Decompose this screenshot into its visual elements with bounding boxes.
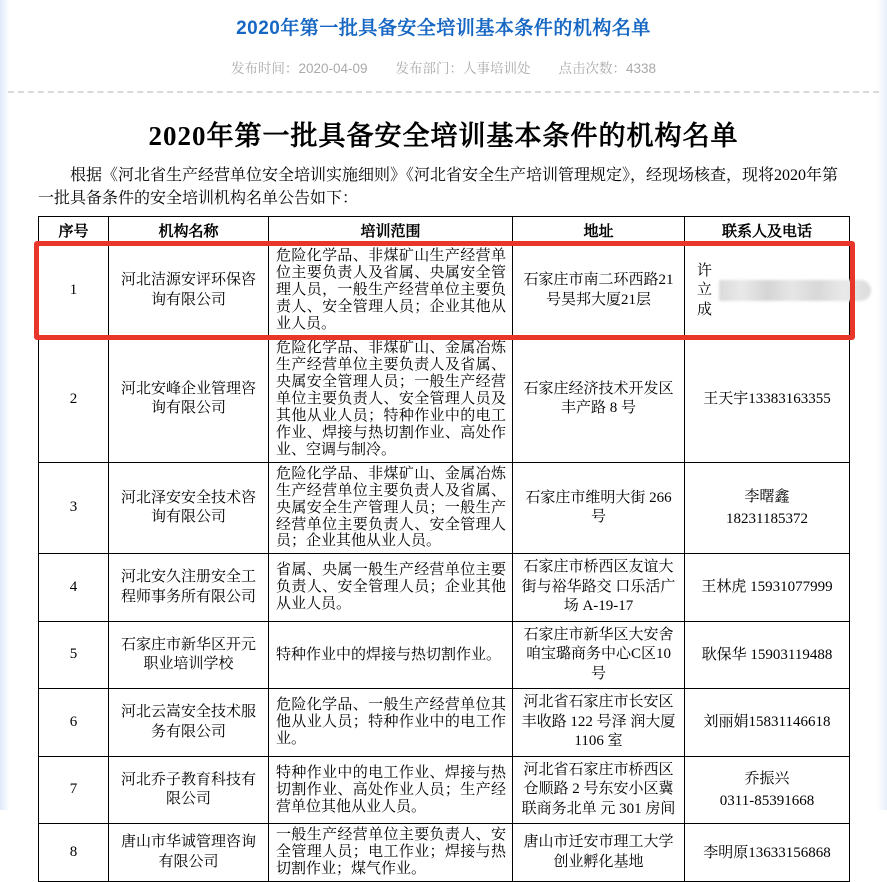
institution-table: [38, 216, 850, 882]
column-header-scope: 培训范围: [269, 217, 513, 245]
institution-table-wrap: [38, 216, 849, 882]
table-header-row: [39, 217, 850, 245]
cell-seq: 6: [39, 689, 109, 757]
table-row: [39, 621, 850, 689]
article-meta: [0, 57, 887, 77]
contact-line: 李曙鑫: [744, 488, 790, 505]
table-row: [39, 462, 850, 554]
cell-seq: 8: [39, 824, 109, 882]
cell-address: 唐山市迁安市理工大学创业孵化基地: [513, 824, 685, 882]
department-label: 发布部门：: [395, 61, 463, 76]
dashed-divider: [8, 91, 879, 93]
cell-address: 河北省石家庄市长安区丰收路 122 号泽 润大厦 1106 室: [513, 689, 685, 757]
cell-seq: 3: [39, 462, 109, 554]
cell-institution-name: 河北乔子教育科技有限公司: [109, 756, 269, 824]
table-row: [39, 824, 850, 882]
contact-line: 王天宇13383163355: [703, 391, 831, 408]
contact-line: 耿保华 15903119488: [701, 646, 833, 663]
department-value: 人事培训处: [463, 61, 531, 76]
cell-contact: [685, 245, 850, 337]
column-header-contact: 联系人及电话: [685, 217, 850, 245]
contact-name: 许立成: [697, 262, 713, 318]
cell-contact: [685, 554, 850, 622]
cell-contact: [685, 462, 850, 554]
intro-paragraph: 根据《河北省生产经营单位安全培训实施细则》《河北省安全生产培训管理规定》，经现场核查，现将2020年第一批具备条件的安全培训机构名单公告如下：: [38, 167, 839, 207]
column-header-address: 地址: [513, 217, 685, 245]
publish-time-label: 发布时间：: [230, 61, 299, 76]
redacted-phone-blur: [719, 280, 871, 301]
cell-seq: 7: [39, 756, 109, 824]
cell-institution-name: 河北云嵩安全技术服务有限公司: [109, 689, 269, 757]
table-row: [39, 554, 850, 622]
cell-training-scope: 危险化学品、非煤矿山、金属冶炼生产经营单位主要负责人及省属、央属安全管理人员；一般生产经营单位主要负责人、安全管理人员及其他从业人员；特种作业中的电工作业、焊接与热切割作业、高处作业、空调与制冷。: [269, 337, 513, 463]
cell-address: 石家庄市桥西区友谊大街与裕华路交 口乐活广场 A-19-17: [513, 554, 685, 622]
contact-line: 李明原13633156868: [703, 844, 831, 861]
cell-training-scope: 危险化学品、一般生产经营单位其他从业人员；特种作业中的电工作业。: [269, 689, 513, 757]
cell-training-scope: 一般生产经营单位主要负责人、安全管理人员；电工作业；焊接与热切割作业；煤气作业。: [269, 824, 513, 882]
cell-contact: [685, 621, 850, 689]
cell-seq: 5: [39, 621, 109, 689]
cell-seq: 4: [39, 554, 109, 622]
column-header-seq: 序号: [39, 217, 109, 245]
table-row: [39, 756, 850, 824]
contact-line: 乔振兴: [744, 770, 790, 787]
column-header-name: 机构名称: [109, 217, 269, 245]
cell-contact: [685, 824, 850, 882]
table-row: [39, 245, 850, 337]
publish-time: [231, 61, 368, 76]
cell-address: 石家庄市南二环西路21号昊邦大厦21层: [513, 245, 685, 337]
table-row: [39, 337, 850, 463]
cell-training-scope: 特种作业中的焊接与热切割作业。: [269, 621, 513, 689]
contact-line: 18231185372: [726, 511, 808, 528]
table-row: [39, 689, 850, 757]
document-body: [0, 114, 887, 882]
page-title: 2020年第一批具备安全培训基本条件的机构名单: [236, 18, 651, 39]
publish-department: [396, 61, 531, 76]
cell-contact: [685, 337, 850, 463]
click-count: [559, 61, 657, 76]
cell-contact: [685, 689, 850, 757]
cell-institution-name: 石家庄市新华区开元职业培训学校: [109, 621, 269, 689]
cell-seq: 1: [39, 245, 109, 337]
contact-line: 刘丽娟15831146618: [703, 714, 831, 731]
cell-address: 河北省石家庄市桥西区仓顺路 2 号东安小区冀联商务北单 元 301 房间: [513, 756, 685, 824]
cell-institution-name: 河北安久注册安全工程师事务所有限公司: [109, 554, 269, 622]
cell-institution-name: 唐山市华诚管理咨询有限公司: [109, 824, 269, 882]
page-header: [0, 0, 887, 93]
cell-address: 石家庄经济技术开发区丰产路 8 号: [513, 337, 685, 463]
cell-training-scope: 特种作业中的电工作业、焊接与热切割作业、高处作业人员；生产经营单位其他从业人员。: [269, 756, 513, 824]
cell-institution-name: 河北泽安安全技术咨询有限公司: [109, 462, 269, 554]
contact-line: 王林虎 15931077999: [701, 579, 833, 596]
table-body: [39, 245, 850, 882]
click-count-label: 点击次数：: [558, 61, 626, 76]
cell-address: 石家庄市新华区大安舍咱宝璐商务中心C区10号: [513, 621, 685, 689]
cell-training-scope: 危险化学品、非煤矿山、金属冶炼生产经营单位主要负责人及省属、央属安全生产管理人员；一般生产经营单位主要负责人、安全管理人员；企业其他从业人员。: [269, 462, 513, 554]
click-count-value: 4338: [626, 61, 657, 76]
cell-training-scope: 危险化学品、非煤矿山生产经营单位主要负责人及省属、央属安全管理人员，一般生产经营单位主要负责人、安全管理人员；企业其他从业人员。: [269, 245, 513, 337]
cell-institution-name: 河北洁源安评环保咨询有限公司: [109, 245, 269, 337]
cell-seq: 2: [39, 337, 109, 463]
cell-institution-name: 河北安峰企业管理咨询有限公司: [109, 337, 269, 463]
contact-line: 0311-85391668: [719, 793, 815, 810]
cell-address: 石家庄市维明大街 266 号: [513, 462, 685, 554]
document-heading: 2020年第一批具备安全培训基本条件的机构名单: [148, 121, 739, 151]
cell-contact: [685, 756, 850, 824]
publish-time-value: 2020-04-09: [298, 61, 368, 76]
cell-training-scope: 省属、央属一般生产经营单位主要负责人、安全管理人员；企业其他从业人员。: [269, 554, 513, 622]
